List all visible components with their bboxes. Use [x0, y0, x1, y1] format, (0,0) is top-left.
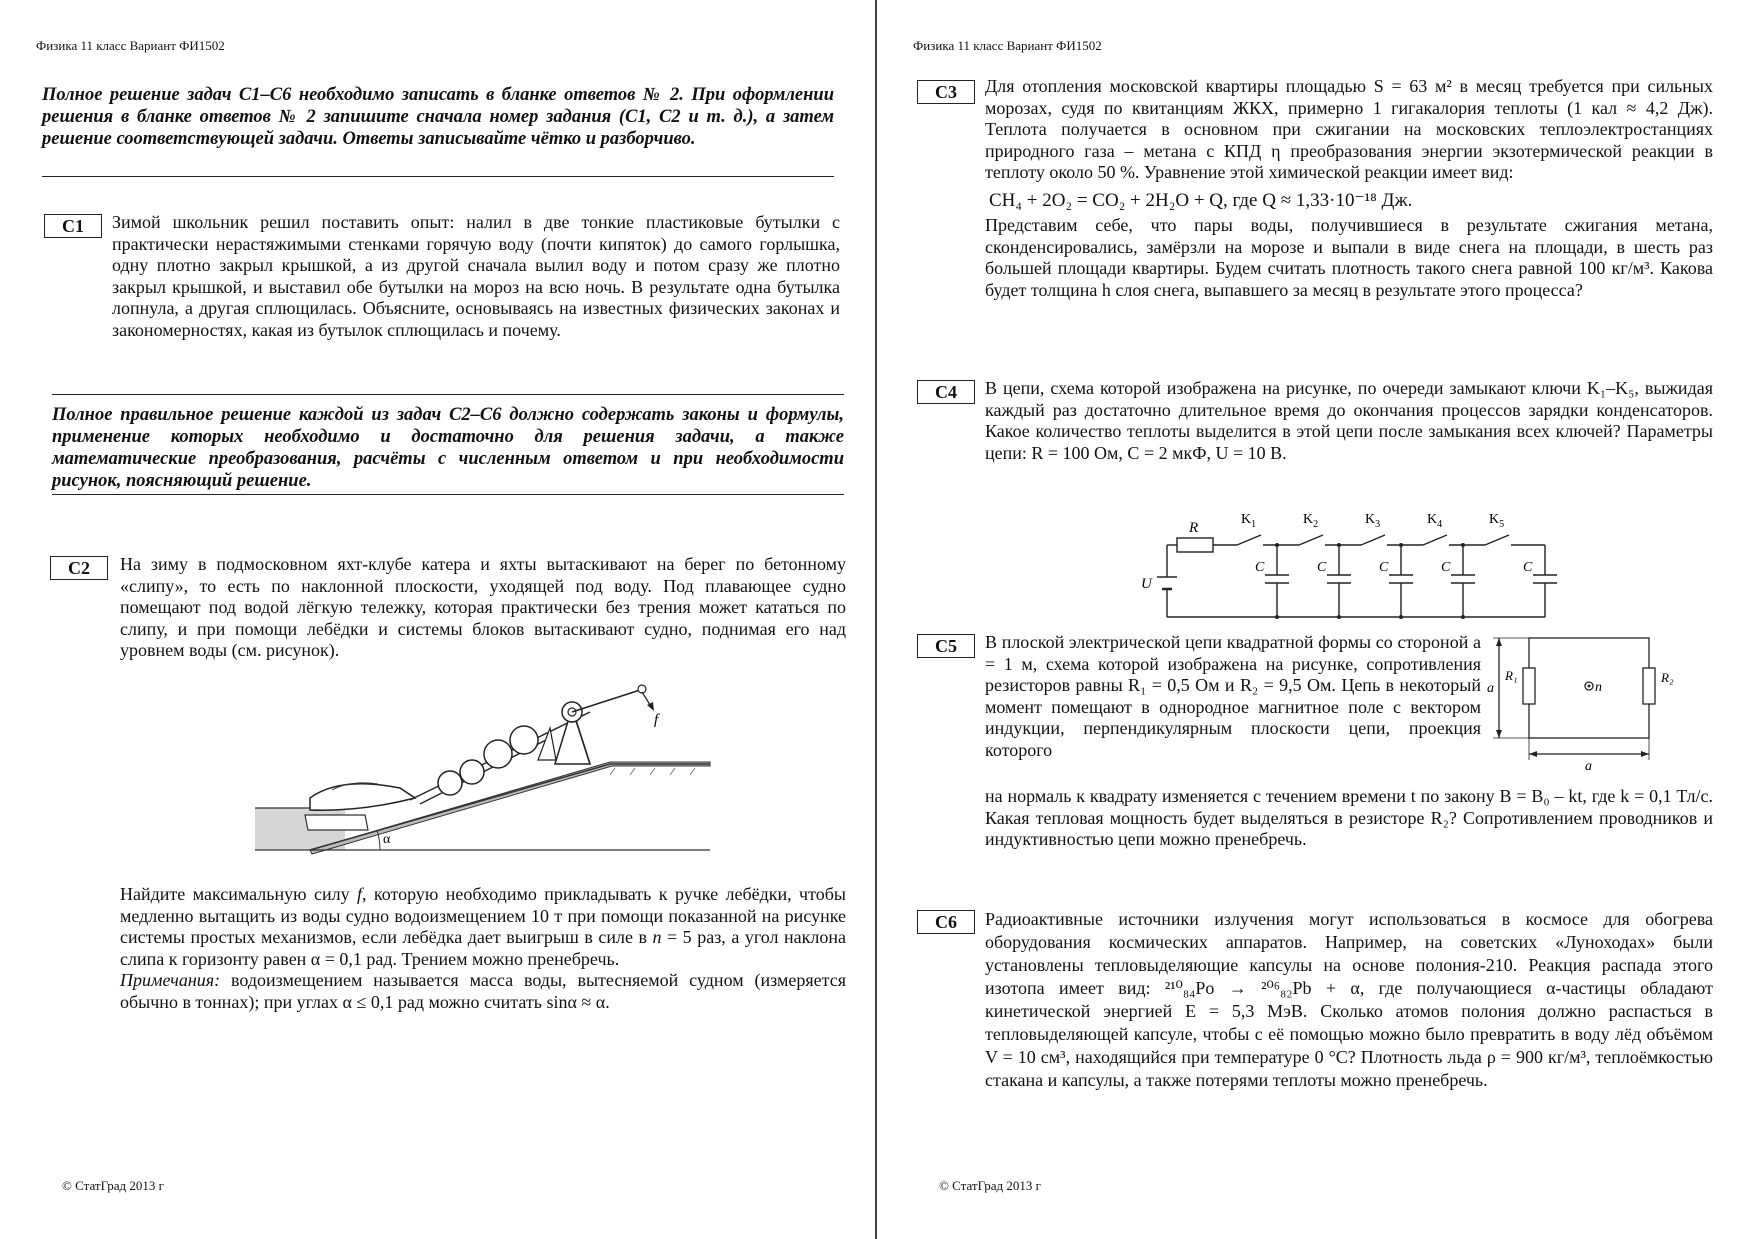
- q-f: f: [357, 884, 363, 904]
- right-page: [877, 0, 1754, 1239]
- note-label: Примечания:: [120, 970, 221, 990]
- capacitor-label: C: [1523, 560, 1533, 575]
- n-vector-label: n: [1595, 680, 1602, 695]
- page-header: Физика 11 класс Вариант ФИ1502: [36, 38, 225, 53]
- c3-paragraph-1: Для отопления московской квартиры площадью S = 63 м² в месяц требуется при сильных морозах, судя по квитанциям ЖКХ, примерно 1 гигакалория теплоты (1 кал ≈ 4,2 Дж). Теплота получается в основном при сжигании на московских теплоэлектростанциях природного газа – метана с КПД η преобразования энергии экзотермической реакции в теплоту около 50 %. Уравнение этой химической реакции имеет вид:: [985, 76, 1713, 182]
- page-footer: © СтатГрад 2013 г: [939, 1178, 1041, 1193]
- task-label-c1: С1: [44, 214, 102, 238]
- task-label-c2: С2: [50, 556, 108, 580]
- q-n: n: [652, 927, 662, 947]
- task-c6-text: Радиоактивные источники излучения могут использоваться в космосе для обогрева оборудования космических аппаратов. Например, на советских «Луноходах» были установлены тепловыделяющие капсулы на основе полония-210. Реакция распада этого изотопа имеет вид: ²¹⁰₈₄Po → ²⁰⁶₈₂Pb + α, где получающиеся α-частицы обладают кинетической энергией E = 5,3 МэВ. Сколько атомов полония должно распасться в тепловыделяющей капсуле, чтобы с её помощью можно было превратить в воду лёд объёмом V = 10 см³, находящийся при температуре 0 °С? Плотность льда ρ = 900 кг/м³, теплоёмкостью стакана и капсулы, а также потерями теплоты можно пренебречь.: [985, 909, 1713, 1090]
- task-label-c4: С4: [917, 380, 975, 404]
- key-label-4: $K_4$: [1427, 512, 1443, 530]
- divider: [42, 176, 834, 177]
- capacitor-label: C: [1441, 560, 1451, 575]
- slipway-figure: [250, 680, 720, 860]
- task-c5-text-a: В плоской электрической цепи квадратной формы со стороной a = 1 м, схема которой изображена на рисунке, сопротивления резисторов равны R₁ = 0,5 Ом и R₂ = 9,5 Ом. Цепь в некоторый момент помещают в однородное магнитное поле с вектором индукции, перпендикулярным плоскости цепи, проекция которого: [985, 632, 1481, 760]
- task-label-c3: С3: [917, 80, 975, 104]
- r2-label: R₂: [1661, 670, 1674, 685]
- task-c5-text-b: на нормаль к квадрату изменяется с течением времени t по закону B = B₀ – kt, где k = 0,1 Тл/с. Какая тепловая мощность будет выделяться в резисторе R₂? Сопротивлением проводников и индуктивностью цепи можно пренебречь.: [985, 786, 1713, 849]
- side-a-label: a: [1487, 681, 1494, 696]
- task-c4-text: В цепи, схема которой изображена на рисунке, по очереди замыкают ключи K₁–K₅, выжидая каждый раз достаточно длительное время до окончания процессов зарядки конденсаторов. Какое количество теплоты выделится в этой цепи после замыкания всех ключей? Параметры цепи: R = 100 Ом, C = 2 мкФ, U = 10 В.: [985, 378, 1713, 463]
- task-c2-text: На зиму в подмосковном яхт-клубе катера и яхты вытаскивают на берег по бетонному «слипу», то есть по наклонной плоскости, уходящей под воду. Под плавающее судно помещают под водой лёгкую тележку, которая практически без трения может кататься по слипу, и при помощи лебёдки и системы блоков вытаскивают судно, поднимая его над уровнем воды (см. рисунок).: [120, 554, 846, 660]
- task-c3-text: [985, 76, 1713, 301]
- side-a-label: a: [1585, 759, 1592, 774]
- q-part-c: = 5 раз, а угол наклона слипа к горизонту равен α = 0,1 рад. Трением можно пренебречь.: [120, 927, 846, 969]
- capacitor-label: C: [1379, 560, 1389, 575]
- task-c2-question: [120, 884, 846, 1013]
- page-header: Физика 11 класс Вариант ФИ1502: [913, 38, 1102, 53]
- capacitor-label: C: [1317, 560, 1327, 575]
- key-label-3: $K_3$: [1365, 512, 1381, 530]
- alpha-label: α: [383, 832, 391, 847]
- q-part-a: Найдите максимальную силу: [120, 884, 357, 904]
- key-label-1: $K_1$: [1241, 512, 1257, 530]
- divider: [52, 494, 844, 495]
- instruction-c2-c6: Полное правильное решение каждой из задач С2–С6 должно содержать законы и формулы, применение которых необходимо и достаточно для решения задачи, а также математические преобразования, расчёты с численным ответом и при необходимости рисунок, поясняющий решение.: [52, 405, 844, 491]
- divider: [52, 394, 844, 395]
- c3-equation: CH₄ + 2O₂ = CO₂ + 2H₂O + Q, где Q ≈ 1,33·10⁻¹⁸ Дж.: [989, 189, 1413, 211]
- task-label-c6: С6: [917, 910, 975, 934]
- c3-paragraph-2: Представим себе, что пары воды, получившиеся в результате сжигания метана, сконденсировались, замёрзли на морозе и выпали в виде снега на площади, в шесть раз большей площади квартиры. Будем считать плотность такого снега равной 100 кг/м³. Какова будет толщина h слоя снега, выпавшего за месяц в результате этого процесса?: [985, 215, 1713, 300]
- capacitor-label: C: [1255, 560, 1265, 575]
- page-footer: © СтатГрад 2013 г: [62, 1178, 164, 1193]
- c5-circuit: [1487, 634, 1693, 774]
- r1-label: R₁: [1505, 668, 1518, 683]
- voltage-label: U: [1141, 576, 1152, 592]
- task-label-c5: С5: [917, 634, 975, 658]
- c4-circuit: [1127, 505, 1567, 623]
- force-label: f: [654, 712, 659, 728]
- key-label-5: $K_5$: [1489, 512, 1505, 530]
- resistor-label: R: [1189, 520, 1199, 536]
- instruction-c1-c6: Полное решение задач С1–С6 необходимо записать в бланке ответов № 2. При оформлении решения в бланке ответов № 2 запишите сначала номер задания (С1, С2 и т. д.), а затем решение соответствующей задачи. Ответы записывайте чётко и разборчиво.: [42, 85, 834, 149]
- q-part-b: , которую необходимо прикладывать к ручке лебёдки, чтобы медленно вытащить из воды судно водоизмещением 10 т при помощи показанной на рисунке системы простых механизмов, если лебёдка дает выигрыш в силе в: [120, 884, 846, 947]
- note-text: водоизмещением называется масса воды, вытесняемой судном (измеряется обычно в тоннах); при углах α ≤ 0,1 рад можно считать sinα ≈ α.: [120, 970, 846, 1012]
- task-c1-text: Зимой школьник решил поставить опыт: налил в две тонкие пластиковые бутылки с практически нерастяжимыми стенками горячую воду (почти кипяток) до самого горлышка, одну плотно закрыл крышкой, а из другой сначала вылил воду и потом сразу же плотно закрыл крышкой, и выставил обе бутылки на мороз на всю ночь. В результате одна бутылка лопнула, а другая сплющилась. Объясните, основываясь на известных физических законах и закономерностях, какая из бутылок сплющилась и почему.: [112, 212, 840, 340]
- key-label-2: $K_2$: [1303, 512, 1319, 530]
